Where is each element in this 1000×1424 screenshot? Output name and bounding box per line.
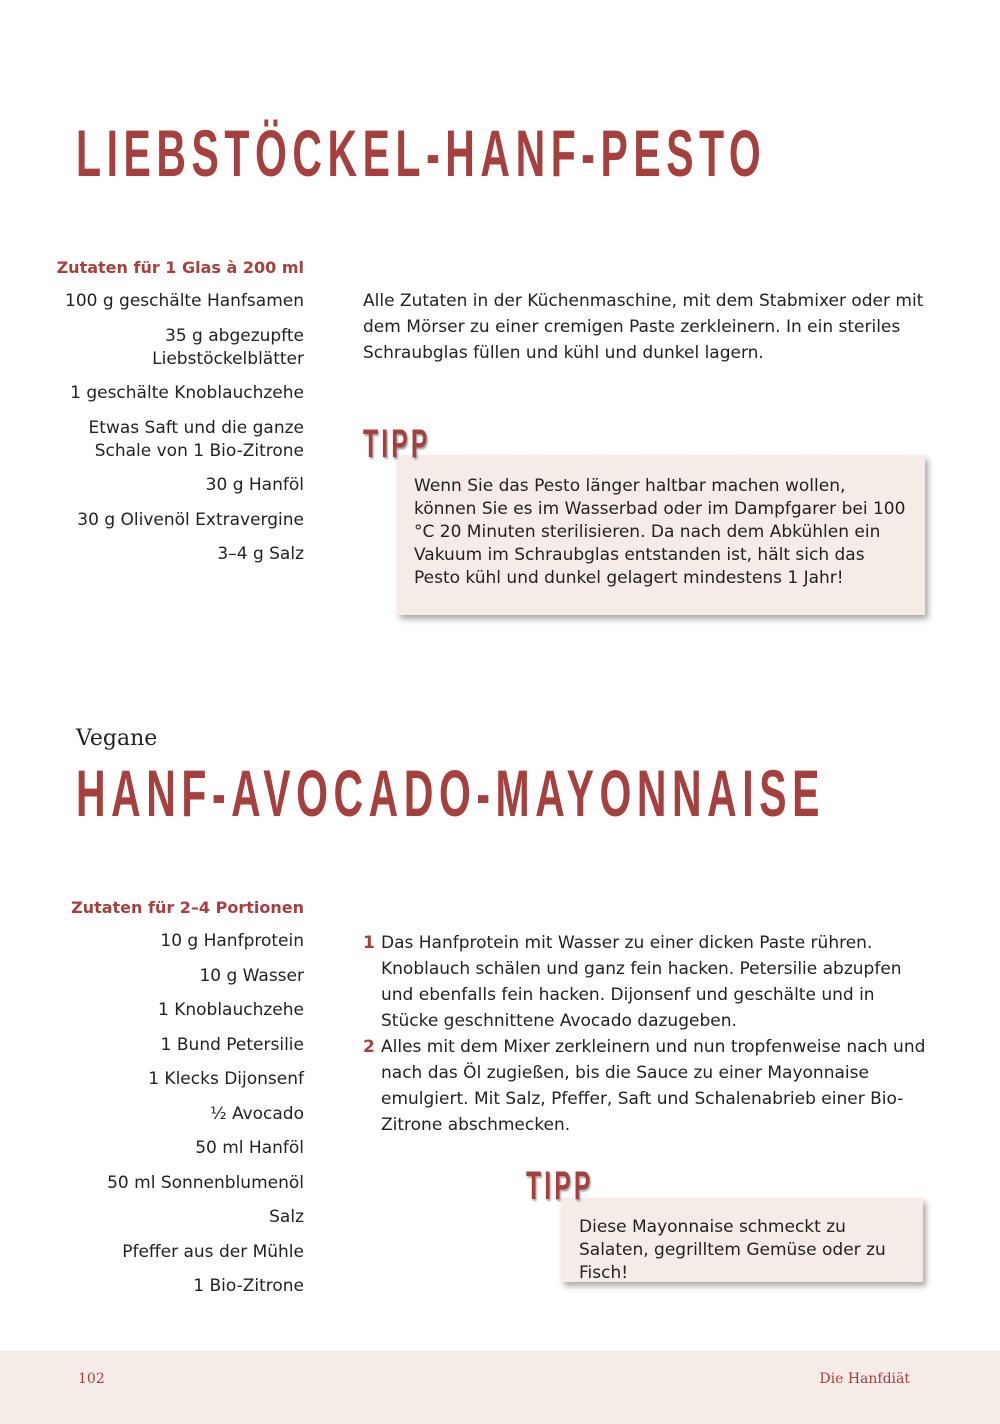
ingredient-item: 10 g Wasser [199, 965, 304, 986]
method-steps-mayo [363, 930, 933, 1138]
ingredient-item: 30 g Hanföl [205, 475, 304, 495]
ingredient-item: 1 Klecks Dijonsenf [148, 1069, 304, 1089]
recipe-title-pesto: LIEBSTÖCKEL-HANF-PESTO [76, 116, 767, 190]
ingredients-heading-mayo: Zutaten für 2–4 Portionen [71, 898, 304, 917]
ingredient-item: 1 Knoblauchzehe [158, 1000, 304, 1020]
ingredient-item: 3–4 g Salz [217, 544, 304, 564]
ingredients-list-pesto [44, 290, 304, 578]
ingredient-item: 30 g Olivenöl Extravergine [77, 509, 304, 530]
page-number: 102 [78, 1371, 105, 1387]
ingredient-item: Salz [269, 1207, 304, 1227]
method-step [363, 1034, 933, 1138]
ingredient-item: 100 g geschälte Hanfsamen [65, 291, 304, 311]
ingredient-item: 10 g Hanfprotein [160, 931, 304, 951]
ingredients-heading-pesto: Zutaten für 1 Glas à 200 ml [56, 258, 304, 277]
method-text-pesto: Alle Zutaten in der Küchenmaschine, mit dem Stabmixer oder mit dem Mörser zu einer cremigen Paste zerkleinern. In ein steriles Schraubglas füllen und kühl und dunkel lagern. [363, 291, 924, 363]
step-number: 1 [363, 933, 375, 953]
ingredient-item: 35 g abgezupfte Liebstöckelblätter [152, 325, 304, 369]
ingredient-item: 50 ml Sonnenblumenöl [107, 1172, 304, 1193]
tip-label-mayo: TIPP [526, 1164, 594, 1208]
step-text: Alles mit dem Mixer zerkleinern und nun tropfenweise nach und nach das Öl zugießen, bis die Sauce zu einer Mayonnaise emulgiert. Mit Salz, Pfeffer, Saft und Schalenabrieb einer Bio-Zitrone abschmecken. [381, 1037, 926, 1135]
recipe-title-mayo: HANF-AVOCADO-MAYONNAISE [76, 756, 825, 830]
tip-text-mayo: Diese Mayonnaise schmeckt zu Salaten, gegrilltem Gemüse oder zu Fisch! [579, 1217, 886, 1283]
ingredient-item: Pfeffer aus der Mühle [122, 1241, 304, 1262]
step-text: Das Hanfprotein mit Wasser zu einer dicken Paste rühren. Knoblauch schälen und ganz fein hacken. Petersilie abzupfen und ebenfalls fein hacken. Dijonsenf und geschälte und in Stücke geschnittene Avocado dazugeben. [381, 933, 902, 1031]
ingredient-item: 1 Bund Petersilie [160, 1034, 304, 1055]
ingredient-item: Etwas Saft und die ganze Schale von 1 Bio-Zitrone [88, 417, 304, 461]
book-title: Die Hanfdiät [819, 1371, 910, 1387]
tip-box-mayo [561, 1198, 923, 1282]
ingredients-list-mayo [44, 930, 304, 1310]
tip-box-pesto [397, 455, 925, 615]
recipe-subtitle-mayo: Vegane [76, 726, 158, 751]
ingredient-item: ½ Avocado [210, 1103, 304, 1124]
ingredient-item: 50 ml Hanföl [195, 1138, 304, 1158]
tip-text-pesto: Wenn Sie das Pesto länger haltbar machen wollen, können Sie es im Wasserbad oder im Dampfgarer bei 100 °C 20 Minuten sterilisieren. Da nach dem Abkühlen ein Vakuum im Schraubglas entstanden ist, hält sich das Pesto kühl und dunkel gelagert mindestens 1 Jahr! [414, 476, 906, 588]
page-footer [0, 1351, 1000, 1424]
step-number: 2 [363, 1037, 375, 1057]
ingredient-item: 1 geschälte Knoblauchzehe [70, 383, 304, 403]
method-step [363, 930, 933, 1034]
ingredient-item: 1 Bio-Zitrone [193, 1276, 304, 1296]
tip-label-pesto: TIPP [363, 422, 431, 466]
